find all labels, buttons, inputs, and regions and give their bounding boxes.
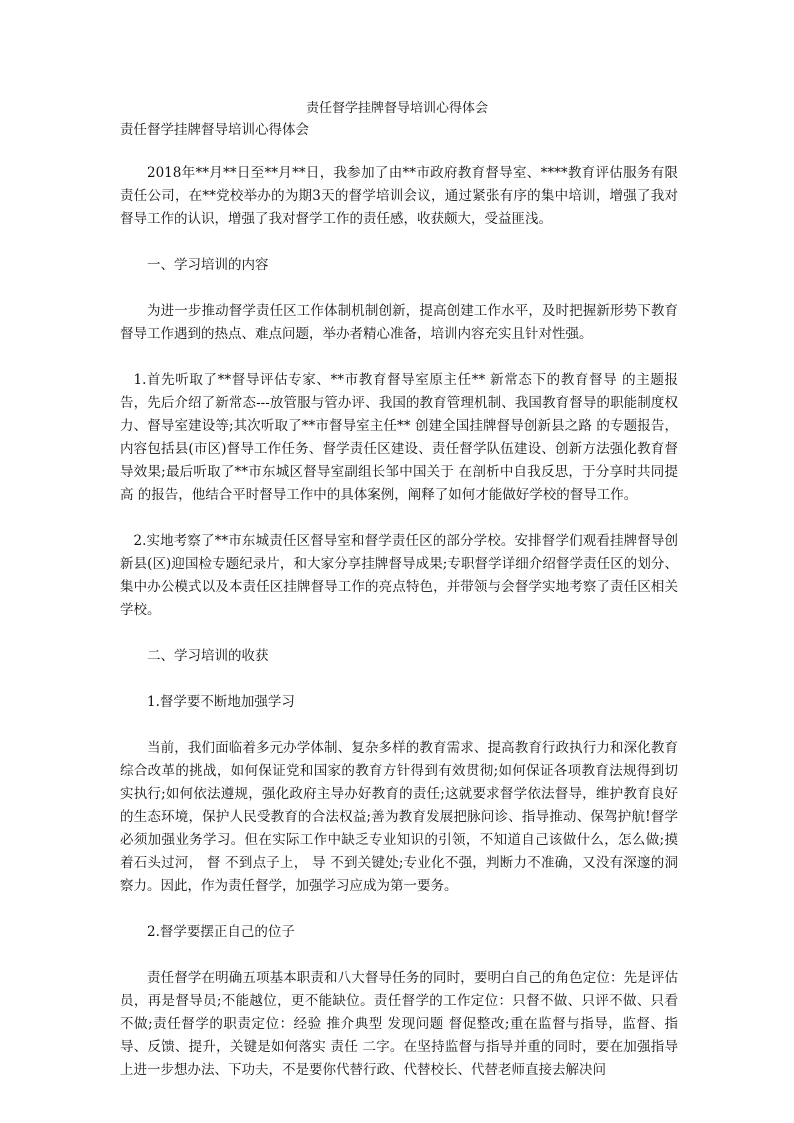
- paragraph-content-overview: 为进一步推动督学责任区工作体制机制创新，提高创建工作水平，及时把握新形势下教育督导工作遇到的热点、难点问题，举办者精心准备，培训内容充实且针对性强。: [120, 303, 678, 342]
- section-heading-content: 一、学习培训的内容: [147, 257, 269, 273]
- document-body: [120, 120, 678, 1082]
- document-subtitle: 责任督学挂牌督导培训心得体会: [120, 122, 309, 138]
- subheading-learning: 1.督学要不断地加强学习: [147, 694, 295, 710]
- paragraph-learning: 当前，我们面临着多元办学体制、复杂多样的教育需求、提高教育行政执行力和深化教育综合改革的挑战，如何保证党和国家的教育方针得到有效贯彻;如何保证各项教育法规得到切实执行;如何依法遵规，强化政府主导办好教育的责任;这就要求督学依法督导，维护教育良好的生态环境，保护人民受教育的合法权益;善为教育发展把脉问诊、指导推动、保驾护航!督学必须加强业务学习。但在实际工作中缺乏专业知识的引领，不知道自己该做什么，怎么做;摸着石头过河， 督 不到点子上， 导 不到关键处;专业化不强，判断力不准确，又没有深邃的洞察力。因此，作为责任督学，加强学习应成为第一要务。: [120, 740, 678, 894]
- section-heading-gains: 二、学习培训的收获: [147, 648, 269, 664]
- paragraph-position: 责任督学在明确五项基本职责和八大督导任务的同时，要明白自己的角色定位：先是评估员，再是督导员;不能越位，更不能缺位。责任督学的工作定位：只督不做、只评不做、只看不做;责任督学的职责定位：经验 推介典型 发现问题 督促整改;重在监督与指导，监督、指导、反馈、提升，关键是如何落实 责任 二字。在坚持监督与指导并重的同时，要在加强指导上进一步想办法、下功夫，不是要你代替行政、代替校长、代替老师直接去解决问: [120, 970, 678, 1078]
- paragraph-content-item-1: 1.首先听取了**督导评估专家、**市教育督导室原主任** 新常态下的教育督导 的主题报告，先后介绍了新常态---放管服与管办评、我国的教育管理机制、我国教育督导的职能制度权力、督导室建设等;其次听取了**市督导室主任** 创建全国挂牌督导创新县之路 的专题报告，内容包括县(市区)督导工作任务、督学责任区建设、责任督学队伍建设、创新方法强化教育督导效果;最后听取了**市东城区督导室副组长邹中国关于 在剖析中自我反思，于分享时共同提高 的报告，他结合平时督导工作中的具体案例，阐释了如何才能做好学校的督导工作。: [120, 372, 678, 503]
- subheading-position: 2.督学要摆正自己的位子: [147, 924, 295, 940]
- document-title: 责任督学挂牌督导培训心得体会: [305, 101, 488, 116]
- paragraph-intro: 2018年**月**日至**月**日，我参加了由**市政府教育督导室、****教育评估服务有限责任公司，在**党校举办的为期3天的督学培训会议，通过紧张有序的集中培训，增强了我对督导工作的认识，增强了我对督学工作的责任感，收获颇大，受益匪浅。: [120, 165, 678, 227]
- paragraph-content-item-2: 2.实地考察了**市东城责任区督导室和督学责任区的部分学校。安排督学们观看挂牌督导创新县(区)迎国检专题纪录片，和大家分享挂牌督导成果;专职督学详细介绍督学责任区的划分、集中办公模式以及本责任区挂牌督导工作的亮点特色，并带领与会督学实地考察了责任区相关学校。: [120, 533, 678, 618]
